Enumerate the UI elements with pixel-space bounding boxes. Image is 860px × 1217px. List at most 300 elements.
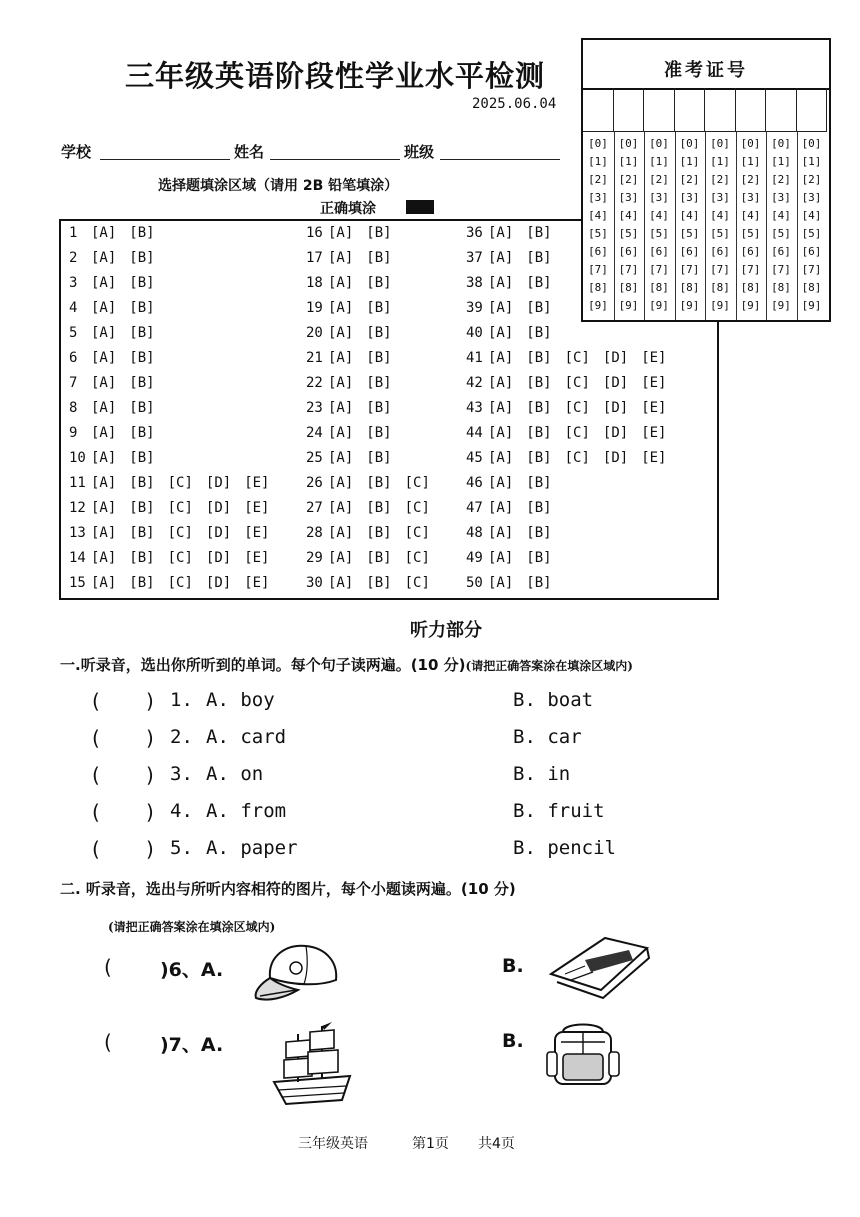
answer-bubble[interactable]: [B] [129, 375, 155, 391]
answer-paren-open[interactable]: ( [92, 689, 100, 713]
answer-bubble[interactable]: [A] [91, 275, 117, 291]
answer-bubble[interactable]: [B] [526, 325, 552, 341]
answer-bubble[interactable]: [B] [366, 575, 392, 591]
answer-row [466, 325, 565, 341]
answer-bubble[interactable]: [A] [488, 250, 514, 266]
exam-digit-bubble[interactable]: [6] [740, 245, 761, 258]
answer-bubble[interactable]: [D] [602, 350, 629, 366]
answer-row [69, 275, 168, 291]
answer-row [69, 400, 168, 416]
answer-bubble[interactable]: [A] [328, 225, 354, 241]
answer-row [306, 350, 405, 366]
exam-number-cell[interactable] [766, 88, 797, 132]
answer-bubble[interactable]: [E] [244, 500, 270, 516]
answer-bubble[interactable]: [A] [91, 325, 117, 341]
exam-digit-bubble[interactable]: [4] [710, 209, 730, 222]
question-number: 29 [306, 550, 323, 566]
option-a[interactable]: A. paper [206, 837, 298, 859]
answer-row [69, 550, 282, 566]
question-number: 37 [466, 250, 483, 266]
answer-bubble[interactable]: [B] [526, 475, 552, 491]
answer-bubble[interactable]: [A] [488, 300, 514, 316]
answer-bubble[interactable]: [B] [366, 225, 392, 241]
question-number: 39 [466, 300, 483, 316]
answer-bubble[interactable]: [C] [167, 475, 193, 491]
exam-digit-bubble[interactable]: [1] [588, 155, 608, 168]
exam-digit-bubble[interactable]: [6] [618, 245, 639, 258]
answer-bubble[interactable]: [B] [366, 550, 392, 566]
answer-bubble[interactable]: [C] [167, 550, 193, 566]
answer-bubble[interactable]: [C] [564, 375, 590, 391]
answer-bubble[interactable]: [C] [404, 475, 430, 491]
answer-bubble[interactable]: [B] [366, 450, 392, 466]
exam-digit-bubble[interactable]: [5] [801, 227, 822, 240]
exam-digit-bubble[interactable]: [4] [740, 209, 761, 222]
answer-bubble[interactable]: [E] [244, 550, 270, 566]
answer-bubble[interactable]: [A] [91, 575, 117, 591]
answer-bubble[interactable]: [C] [564, 450, 590, 466]
question-number: 13 [69, 525, 86, 541]
question-number: 28 [306, 525, 323, 541]
exam-digit-bubble[interactable]: [1] [649, 155, 669, 168]
option-b[interactable]: B. car [513, 726, 582, 748]
exam-digit-bubble[interactable]: [8] [771, 281, 791, 294]
answer-bubble[interactable]: [A] [328, 525, 354, 541]
column-divider [644, 132, 645, 320]
exam-digit-bubble[interactable]: [2] [649, 173, 669, 186]
column-divider [675, 132, 676, 320]
option-a[interactable]: A. card [206, 726, 287, 748]
answer-bubble[interactable]: [D] [602, 425, 629, 441]
exam-digit-bubble[interactable]: [6] [771, 245, 791, 258]
exam-digit-bubble[interactable]: [9] [649, 299, 669, 312]
answer-row [69, 300, 168, 316]
answer-paren-open[interactable]: ( [92, 726, 100, 750]
exam-digit-bubble[interactable]: [4] [588, 209, 608, 222]
exam-digit-bubble[interactable]: [9] [588, 299, 608, 312]
exam-digit-bubble[interactable]: [4] [649, 209, 669, 222]
answer-bubble[interactable]: [A] [488, 325, 514, 341]
option-b[interactable]: B. in [513, 763, 571, 785]
answer-bubble[interactable]: [B] [526, 550, 552, 566]
exam-digit-bubble[interactable]: [5] [710, 227, 730, 240]
answer-bubble[interactable]: [A] [91, 475, 117, 491]
answer-bubble[interactable]: [B] [129, 225, 155, 241]
exam-digit-bubble[interactable]: [0] [618, 137, 639, 150]
answer-bubble[interactable]: [B] [366, 400, 392, 416]
answer-bubble[interactable]: [A] [488, 450, 514, 466]
answer-bubble[interactable]: [C] [564, 425, 590, 441]
question-number: 17 [306, 250, 323, 266]
answer-bubble[interactable]: [B] [526, 375, 552, 391]
answer-bubble[interactable]: [A] [488, 550, 514, 566]
exam-digit-bubble[interactable]: [3] [801, 191, 822, 204]
answer-bubble[interactable]: [B] [129, 525, 155, 541]
answer-bubble[interactable]: [A] [488, 350, 514, 366]
answer-bubble[interactable]: [A] [328, 325, 354, 341]
question-number: 48 [466, 525, 483, 541]
question-number: 42 [466, 375, 483, 391]
part2-heading: 二. 听录音，选出与所听内容相符的图片，每个小题读两遍。(10 分) [60, 880, 516, 898]
answer-bubble[interactable]: [B] [366, 500, 392, 516]
question-number: 50 [466, 575, 483, 591]
footer-page: 第1页 [412, 1136, 449, 1152]
exam-digit-bubble[interactable]: [3] [771, 191, 791, 204]
answer-bubble[interactable]: [D] [602, 450, 629, 466]
exam-digit-bubble[interactable]: [0] [740, 137, 761, 150]
exam-digit-bubble[interactable]: [4] [801, 209, 822, 222]
answer-bubble[interactable]: [A] [328, 575, 354, 591]
question-number: 16 [306, 225, 323, 241]
answer-bubble[interactable]: [E] [641, 450, 667, 466]
exam-digit-bubble[interactable]: [1] [710, 155, 730, 168]
exam-digit-bubble[interactable]: [8] [588, 281, 608, 294]
exam-digit-bubble[interactable]: [1] [801, 155, 822, 168]
exam-digit-bubble[interactable]: [2] [588, 173, 608, 186]
exam-digit-bubble[interactable]: [1] [618, 155, 639, 168]
exam-digit-bubble[interactable]: [2] [771, 173, 791, 186]
answer-bubble[interactable]: [A] [91, 400, 117, 416]
answer-bubble[interactable]: [E] [641, 400, 667, 416]
answer-bubble[interactable]: [A] [328, 450, 354, 466]
exam-digit-bubble[interactable]: [5] [618, 227, 639, 240]
question-number: 9 [69, 425, 78, 441]
exam-digit-bubble[interactable]: [8] [710, 281, 730, 294]
answer-bubble[interactable]: [B] [526, 500, 552, 516]
question-number: 5 [69, 325, 78, 341]
answer-bubble[interactable]: [B] [129, 475, 155, 491]
exam-number-cell[interactable] [797, 88, 828, 132]
answer-bubble[interactable]: [A] [488, 375, 514, 391]
answer-bubble[interactable]: [A] [488, 525, 514, 541]
option-b[interactable]: B. pencil [513, 837, 616, 859]
answer-bubble[interactable]: [D] [602, 400, 629, 416]
answer-row [466, 375, 679, 391]
answer-bubble[interactable]: [B] [366, 525, 392, 541]
answer-bubble[interactable]: [B] [366, 275, 392, 291]
exam-digit-bubble[interactable]: [9] [740, 299, 761, 312]
answer-bubble[interactable]: [B] [526, 225, 552, 241]
answer-bubble[interactable]: [A] [328, 400, 354, 416]
answer-row [69, 475, 282, 491]
answer-paren[interactable]: ( [104, 955, 112, 979]
exam-digit-bubble[interactable]: [8] [801, 281, 822, 294]
answer-row [69, 575, 282, 591]
answer-bubble[interactable]: [A] [91, 550, 117, 566]
question-number: 8 [69, 400, 78, 416]
answer-bubble[interactable]: [A] [328, 250, 354, 266]
answer-bubble[interactable]: [B] [129, 400, 155, 416]
exam-digit-bubble[interactable]: [0] [801, 137, 822, 150]
correct-fill-sample [406, 200, 434, 214]
exam-digit-bubble[interactable]: [9] [679, 299, 700, 312]
answer-bubble[interactable]: [D] [205, 525, 232, 541]
exam-number-cell[interactable] [736, 88, 767, 132]
answer-bubble[interactable]: [B] [526, 400, 552, 416]
answer-bubble[interactable]: [E] [244, 575, 270, 591]
answer-bubble[interactable]: [B] [129, 550, 155, 566]
answer-paren-close: ) [146, 763, 154, 787]
answer-bubble[interactable]: [B] [526, 575, 552, 591]
exam-digit-bubble[interactable]: [9] [710, 299, 730, 312]
option-a[interactable]: A. on [206, 763, 264, 785]
exam-digit-bubble[interactable]: [9] [801, 299, 822, 312]
exam-number-cell[interactable] [614, 88, 645, 132]
exam-digit-bubble[interactable]: [2] [710, 173, 730, 186]
answer-bubble[interactable]: [B] [526, 300, 552, 316]
option-b[interactable]: B. fruit [513, 800, 605, 822]
answer-bubble[interactable]: [B] [526, 275, 552, 291]
exam-digit-bubble[interactable]: [2] [679, 173, 700, 186]
answer-bubble[interactable]: [C] [404, 575, 430, 591]
answer-bubble[interactable]: [A] [328, 350, 354, 366]
exam-digit-bubble[interactable]: [3] [649, 191, 669, 204]
answer-bubble[interactable]: [E] [641, 350, 667, 366]
class-label: 班级 [404, 143, 435, 161]
exam-digit-column [614, 135, 644, 315]
exam-digit-bubble[interactable]: [6] [588, 245, 608, 258]
answer-bubble[interactable]: [C] [167, 575, 193, 591]
answer-bubble[interactable]: [B] [129, 300, 155, 316]
answer-bubble[interactable]: [B] [526, 525, 552, 541]
answer-bubble[interactable]: [B] [366, 250, 392, 266]
part1-note: (请把正确答案涂在填涂区域内) [465, 659, 633, 673]
option-b[interactable]: B. boat [513, 689, 594, 711]
answer-bubble[interactable]: [B] [366, 375, 392, 391]
exam-digit-bubble[interactable]: [4] [679, 209, 700, 222]
exam-digit-bubble[interactable]: [0] [588, 137, 608, 150]
exam-digit-bubble[interactable]: [5] [771, 227, 791, 240]
answer-bubble[interactable]: [B] [129, 500, 155, 516]
answer-bubble[interactable]: [B] [129, 450, 155, 466]
column-divider [705, 132, 706, 320]
ship-icon [268, 1020, 356, 1110]
exam-number-cell[interactable] [675, 88, 706, 132]
exam-date: 2025.06.04 [472, 96, 557, 112]
answer-bubble[interactable]: [A] [328, 475, 354, 491]
school-field[interactable] [100, 141, 230, 160]
question-number: 2 [69, 250, 78, 266]
exam-digit-bubble[interactable]: [2] [618, 173, 639, 186]
exam-digit-bubble[interactable]: [5] [649, 227, 669, 240]
exam-digit-bubble[interactable]: [4] [771, 209, 791, 222]
answer-bubble[interactable]: [B] [526, 425, 552, 441]
answer-bubble[interactable]: [B] [366, 425, 392, 441]
answer-bubble[interactable]: [A] [91, 250, 117, 266]
answer-bubble[interactable]: [B] [366, 475, 392, 491]
answer-bubble[interactable]: [D] [205, 550, 232, 566]
answer-bubble[interactable]: [A] [488, 400, 514, 416]
exam-digit-bubble[interactable]: [3] [679, 191, 700, 204]
answer-bubble[interactable]: [C] [167, 525, 193, 541]
exam-digit-bubble[interactable]: [6] [710, 245, 730, 258]
answer-row [69, 425, 168, 441]
answer-bubble[interactable]: [C] [167, 500, 193, 516]
answer-bubble[interactable]: [B] [526, 350, 552, 366]
answer-bubble[interactable]: [A] [91, 500, 117, 516]
answer-row [466, 450, 679, 466]
answer-row [69, 450, 168, 466]
exam-digit-bubble[interactable]: [0] [679, 137, 700, 150]
exam-number-cell[interactable] [705, 88, 736, 132]
exam-digit-bubble[interactable]: [8] [679, 281, 700, 294]
item7-label: )7、A. [160, 1034, 224, 1056]
question-number: 47 [466, 500, 483, 516]
answer-bubble[interactable]: [A] [328, 550, 354, 566]
exam-digit-bubble[interactable]: [6] [649, 245, 669, 258]
answer-bubble[interactable]: [A] [91, 525, 117, 541]
exam-digit-bubble[interactable]: [8] [618, 281, 639, 294]
exam-digit-bubble[interactable]: [1] [771, 155, 791, 168]
answer-bubble[interactable]: [D] [205, 575, 232, 591]
exam-digit-bubble[interactable]: [7] [649, 263, 669, 276]
exam-digit-bubble[interactable]: [7] [771, 263, 791, 276]
exam-digit-bubble[interactable]: [0] [771, 137, 791, 150]
item-number: 5. [170, 837, 193, 859]
answer-bubble[interactable]: [A] [488, 425, 514, 441]
question-number: 26 [306, 475, 323, 491]
answer-bubble[interactable]: [A] [488, 275, 514, 291]
footer-total: 共4页 [478, 1136, 515, 1152]
answer-row [306, 250, 405, 266]
answer-bubble[interactable]: [B] [129, 425, 155, 441]
exam-number-cell[interactable] [644, 88, 675, 132]
answer-bubble[interactable]: [B] [366, 350, 392, 366]
question-number: 10 [69, 450, 86, 466]
question-number: 14 [69, 550, 86, 566]
answer-bubble[interactable]: [A] [91, 350, 117, 366]
exam-digit-bubble[interactable]: [7] [710, 263, 730, 276]
exam-digit-bubble[interactable]: [7] [801, 263, 822, 276]
answer-bubble[interactable]: [B] [526, 250, 552, 266]
exam-number-cell[interactable] [583, 88, 614, 132]
answer-bubble[interactable]: [B] [366, 325, 392, 341]
answer-bubble[interactable]: [A] [488, 225, 514, 241]
exam-digit-column [675, 135, 705, 315]
exam-digit-bubble[interactable]: [6] [679, 245, 700, 258]
exam-digit-column [583, 135, 613, 315]
page-title: 三年级英语阶段性学业水平检测 [125, 59, 546, 93]
exam-digit-bubble[interactable]: [2] [801, 173, 822, 186]
answer-row [466, 350, 679, 366]
answer-bubble[interactable]: [A] [488, 575, 514, 591]
answer-bubble[interactable]: [A] [328, 375, 354, 391]
answer-row [306, 400, 405, 416]
exam-digit-bubble[interactable]: [9] [771, 299, 791, 312]
exam-digit-bubble[interactable]: [9] [618, 299, 639, 312]
answer-bubble[interactable]: [C] [404, 500, 430, 516]
question-number: 21 [306, 350, 323, 366]
answer-paren-open[interactable]: ( [92, 837, 100, 861]
answer-bubble[interactable]: [A] [328, 300, 354, 316]
answer-bubble[interactable]: [B] [129, 325, 155, 341]
answer-bubble[interactable]: [B] [129, 275, 155, 291]
part1-heading-row [60, 654, 633, 675]
exam-digit-bubble[interactable]: [5] [740, 227, 761, 240]
exam-digit-bubble[interactable]: [7] [588, 263, 608, 276]
exam-digit-bubble[interactable]: [0] [710, 137, 730, 150]
question-number: 43 [466, 400, 483, 416]
class-field[interactable] [440, 141, 560, 160]
answer-bubble[interactable]: [C] [564, 400, 590, 416]
answer-bubble[interactable]: [B] [129, 575, 155, 591]
answer-bubble[interactable]: [A] [91, 425, 117, 441]
answer-bubble[interactable]: [A] [328, 500, 354, 516]
answer-bubble[interactable]: [A] [91, 375, 117, 391]
answer-bubble[interactable]: [A] [328, 425, 354, 441]
option-a[interactable]: A. boy [206, 689, 275, 711]
answer-bubble[interactable]: [A] [91, 300, 117, 316]
exam-digit-column [736, 135, 766, 315]
answer-bubble[interactable]: [B] [366, 300, 392, 316]
answer-bubble[interactable]: [C] [404, 525, 430, 541]
exam-digit-bubble[interactable]: [7] [679, 263, 700, 276]
answer-bubble[interactable]: [A] [328, 275, 354, 291]
answer-bubble[interactable]: [A] [91, 450, 117, 466]
answer-bubble[interactable]: [B] [129, 250, 155, 266]
exam-digit-bubble[interactable]: [0] [649, 137, 669, 150]
exam-digit-bubble[interactable]: [3] [588, 191, 608, 204]
question-number: 18 [306, 275, 323, 291]
answer-row [69, 500, 282, 516]
exam-digit-bubble[interactable]: [5] [588, 227, 608, 240]
answer-row [306, 275, 405, 291]
answer-bubble[interactable]: [D] [602, 375, 629, 391]
exam-digit-bubble[interactable]: [6] [801, 245, 822, 258]
answer-bubble[interactable]: [A] [488, 475, 514, 491]
answer-bubble[interactable]: [C] [564, 350, 590, 366]
answer-bubble[interactable]: [B] [526, 450, 552, 466]
exam-digit-bubble[interactable]: [5] [679, 227, 700, 240]
exam-digit-bubble[interactable]: [1] [679, 155, 700, 168]
answer-bubble[interactable]: [D] [205, 500, 232, 516]
answer-bubble[interactable]: [A] [91, 225, 117, 241]
question-number: 46 [466, 475, 483, 491]
option-a[interactable]: A. from [206, 800, 287, 822]
exam-digit-bubble[interactable]: [3] [740, 191, 761, 204]
backpack-icon [545, 1018, 621, 1090]
exam-digit-bubble[interactable]: [4] [618, 209, 639, 222]
exam-digit-bubble[interactable]: [7] [618, 263, 639, 276]
name-field[interactable] [270, 141, 400, 160]
exam-digit-bubble[interactable]: [2] [740, 173, 761, 186]
exam-digit-bubble[interactable]: [8] [740, 281, 761, 294]
exam-digit-bubble[interactable]: [3] [710, 191, 730, 204]
answer-bubble[interactable]: [E] [244, 525, 270, 541]
exam-digit-bubble[interactable]: [3] [618, 191, 639, 204]
answer-bubble[interactable]: [E] [641, 375, 667, 391]
exam-digit-bubble[interactable]: [8] [649, 281, 669, 294]
exam-digit-bubble[interactable]: [7] [740, 263, 761, 276]
answer-paren-open[interactable]: ( [92, 763, 100, 787]
item-number: 4. [170, 800, 193, 822]
answer-row [306, 525, 443, 541]
answer-paren-close: ) [146, 689, 154, 713]
answer-bubble[interactable]: [E] [641, 425, 667, 441]
exam-number-title: 准考证号 [583, 40, 829, 90]
answer-bubble[interactable]: [C] [404, 550, 430, 566]
answer-bubble[interactable]: [D] [205, 475, 232, 491]
answer-row [466, 400, 679, 416]
answer-paren[interactable]: ( [104, 1030, 112, 1054]
answer-bubble[interactable]: [A] [488, 500, 514, 516]
answer-bubble[interactable]: [B] [129, 350, 155, 366]
answer-bubble[interactable]: [E] [244, 475, 270, 491]
answer-paren-open[interactable]: ( [92, 800, 100, 824]
answer-row [306, 225, 405, 241]
exam-digit-bubble[interactable]: [1] [740, 155, 761, 168]
item-number: 3. [170, 763, 193, 785]
